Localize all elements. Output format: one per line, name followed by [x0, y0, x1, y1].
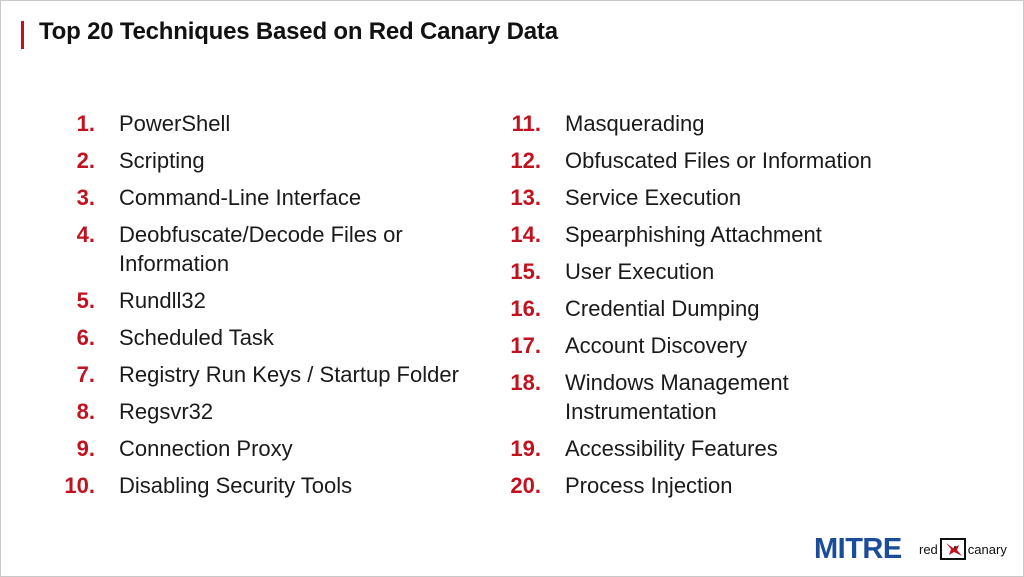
- list-item: [49, 286, 489, 315]
- canary-bird-icon: [940, 538, 966, 560]
- item-number: 3.: [76, 185, 95, 210]
- technique-list-right: [495, 109, 915, 508]
- list-item: [495, 294, 915, 323]
- item-label: Command-Line Interface: [119, 185, 362, 210]
- item-number: 5.: [76, 288, 95, 313]
- item-number: 19.: [510, 436, 541, 461]
- list-item: [49, 183, 489, 212]
- item-label: Masquerading: [565, 111, 705, 136]
- item-number: 18.: [510, 370, 541, 395]
- item-number: 6.: [76, 325, 95, 350]
- list-item: [49, 397, 489, 426]
- list-item: [495, 471, 915, 500]
- list-item: [495, 220, 915, 249]
- item-number: 20.: [510, 473, 541, 498]
- item-number: 1.: [76, 111, 95, 136]
- item-label: Account Discovery: [565, 333, 748, 358]
- item-label: Connection Proxy: [119, 436, 293, 461]
- item-number: 9.: [76, 436, 95, 461]
- item-label: Accessibility Features: [565, 436, 778, 461]
- list-item: [495, 368, 915, 426]
- item-label: PowerShell: [119, 111, 231, 136]
- list-item: [49, 109, 489, 138]
- technique-list-left: [49, 109, 489, 508]
- item-number: 10.: [64, 473, 95, 498]
- item-number: 16.: [510, 296, 541, 321]
- item-label: Registry Run Keys / Startup Folder: [119, 362, 459, 387]
- item-label: Process Injection: [565, 473, 733, 498]
- item-number: 11.: [511, 111, 541, 136]
- item-number: 14.: [510, 222, 541, 247]
- red-canary-logo-right-text: canary: [967, 541, 1007, 557]
- item-number: 15.: [510, 259, 541, 284]
- item-label: Scheduled Task: [119, 325, 274, 350]
- item-label: Deobfuscate/Decode Files or Information: [119, 222, 403, 276]
- item-number: 17.: [510, 333, 541, 358]
- list-item: [49, 434, 489, 463]
- item-label: Regsvr32: [119, 399, 214, 424]
- list-item: [49, 220, 489, 278]
- title-accent-bar: [21, 21, 24, 49]
- item-label: Scripting: [119, 148, 205, 173]
- item-number: 8.: [76, 399, 95, 424]
- item-number: 7.: [76, 362, 95, 387]
- list-item: [49, 360, 489, 389]
- list-item: [495, 146, 915, 175]
- list-item: [495, 434, 915, 463]
- slide-title: Top 20 Techniques Based on Red Canary Data: [39, 18, 558, 45]
- item-number: 4.: [76, 222, 95, 247]
- mitre-logo: MITRE: [814, 533, 902, 565]
- item-label: Credential Dumping: [565, 296, 760, 321]
- item-number: 13.: [510, 185, 541, 210]
- red-canary-logo: [919, 535, 1007, 563]
- item-label: Spearphishing Attachment: [565, 222, 822, 247]
- item-label: User Execution: [565, 259, 715, 284]
- item-number: 12.: [510, 148, 541, 173]
- list-item: [495, 257, 915, 286]
- list-item: [49, 471, 489, 500]
- item-label: Windows Management Instrumentation: [565, 370, 789, 424]
- list-item: [49, 146, 489, 175]
- list-item: [49, 323, 489, 352]
- item-label: Obfuscated Files or Information: [565, 148, 872, 173]
- item-label: Rundll32: [119, 288, 206, 313]
- list-item: [495, 331, 915, 360]
- red-canary-logo-left-text: red: [919, 541, 938, 557]
- item-number: 2.: [76, 148, 95, 173]
- item-label: Disabling Security Tools: [119, 473, 353, 498]
- item-label: Service Execution: [565, 185, 742, 210]
- list-item: [495, 183, 915, 212]
- list-item: [495, 109, 915, 138]
